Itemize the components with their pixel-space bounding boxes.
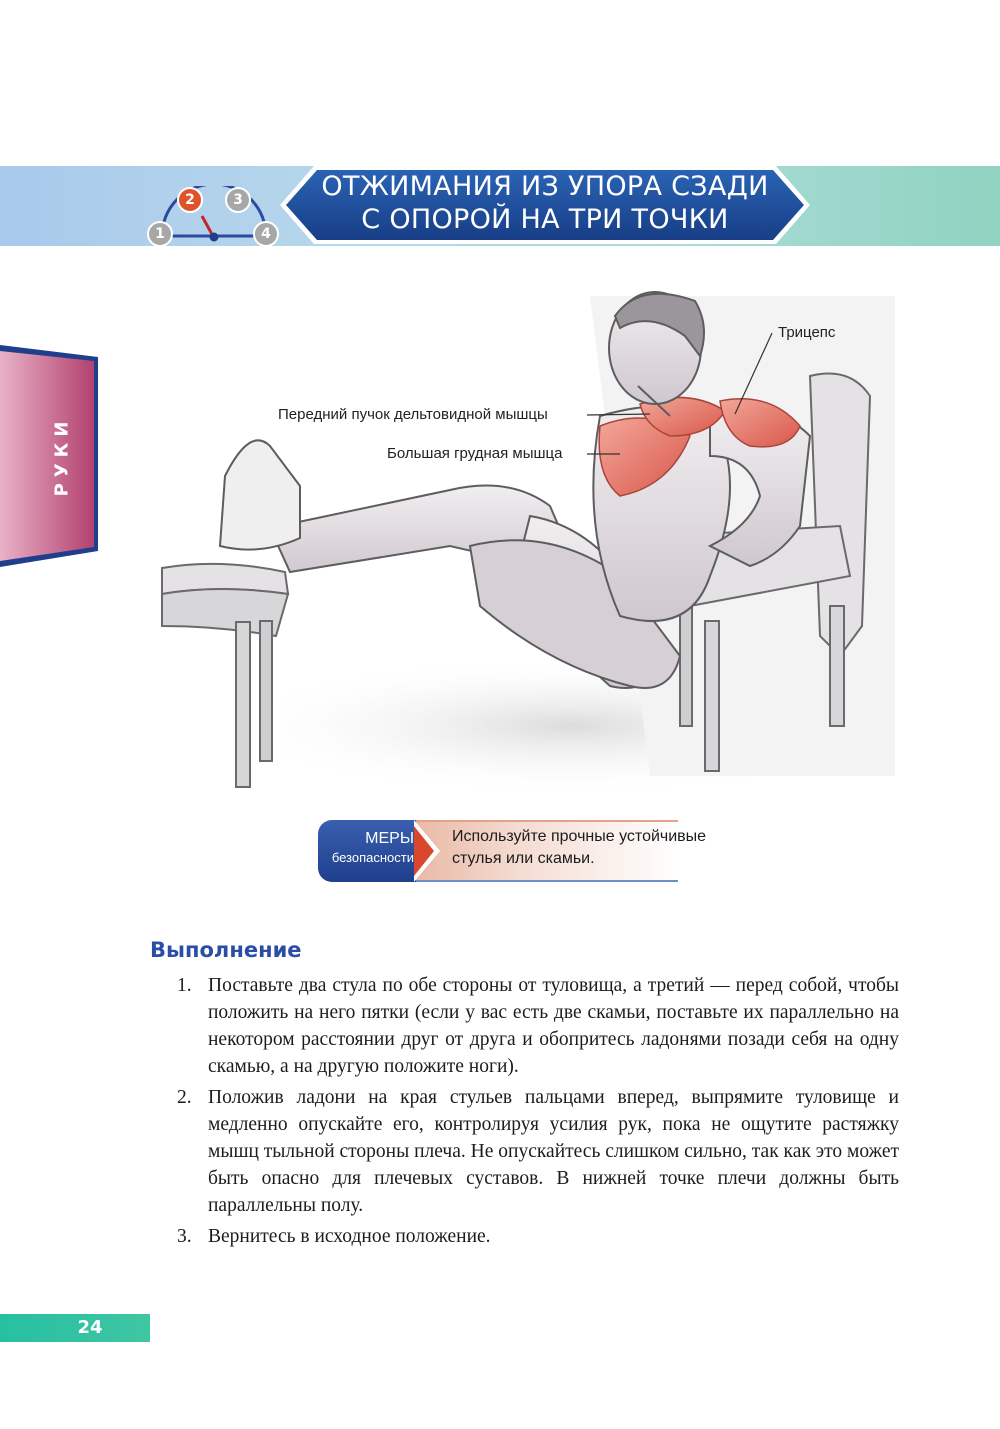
step-text: Положив ладони на края стульев пальцами вперед, выпрямите туловище и медленно опускайте его, контролируя усилия рук, пока не ощутите растяжку мышц тыльной стороны плеча. Не опускайтесь слишком сильно, так как это может быть опасно для плечевых суставов. В нижней точке плечи должны быть параллельны полу. <box>208 1087 899 1216</box>
page-number: 24 <box>77 1317 103 1338</box>
safety-line-2: стулья или скамьи. <box>452 850 595 867</box>
side-tab <box>0 345 98 567</box>
list-item <box>177 972 899 1080</box>
safety-box <box>318 820 707 882</box>
arrow-right-icon <box>414 820 444 882</box>
steps-list <box>177 972 899 1254</box>
step-number: 2. <box>177 1087 192 1108</box>
safety-line-1: Используйте прочные устойчивые <box>452 828 707 845</box>
difficulty-level-3: 3 <box>225 187 251 213</box>
difficulty-level-2: 2 <box>177 187 203 213</box>
step-number: 1. <box>177 975 192 996</box>
section-tab-label: РУКИ <box>51 415 73 497</box>
title-line-2: С ОПОРОЙ НА ТРИ ТОЧКИ <box>361 204 729 235</box>
step-number: 3. <box>177 1226 192 1247</box>
list-item <box>177 1223 899 1250</box>
label-pectoralis-major: Большая грудная мышца <box>387 445 563 462</box>
page-title <box>278 170 812 236</box>
step-text: Вернитесь в исходное положение. <box>208 1226 491 1247</box>
illustration-drawing <box>150 276 900 796</box>
section-heading: Выполнение <box>150 938 302 962</box>
step-text: Поставьте два стула по обе стороны от туловища, а третий — перед собой, чтобы положить на него пятки (если у вас есть две скамьи, поставьте их параллельно на некотором расстоянии друг от друга и обопритесь ладонями позади себя на одну скамью, а на другую положите ноги). <box>208 975 899 1077</box>
safety-title: МЕРЫ <box>365 830 414 847</box>
difficulty-level-4: 4 <box>253 221 279 247</box>
list-item <box>177 1084 899 1219</box>
difficulty-level-1: 1 <box>147 221 173 247</box>
safety-subtitle: безопасности <box>331 850 414 865</box>
difficulty-gauge <box>145 186 285 250</box>
title-line-1: ОТЖИМАНИЯ ИЗ УПОРА СЗАДИ <box>321 171 769 202</box>
exercise-illustration <box>150 276 900 796</box>
label-triceps: Трицепс <box>778 324 836 341</box>
safety-message <box>452 826 752 870</box>
title-plate <box>278 164 812 246</box>
label-anterior-deltoid: Передний пучок дельтовидной мышцы <box>278 406 548 423</box>
